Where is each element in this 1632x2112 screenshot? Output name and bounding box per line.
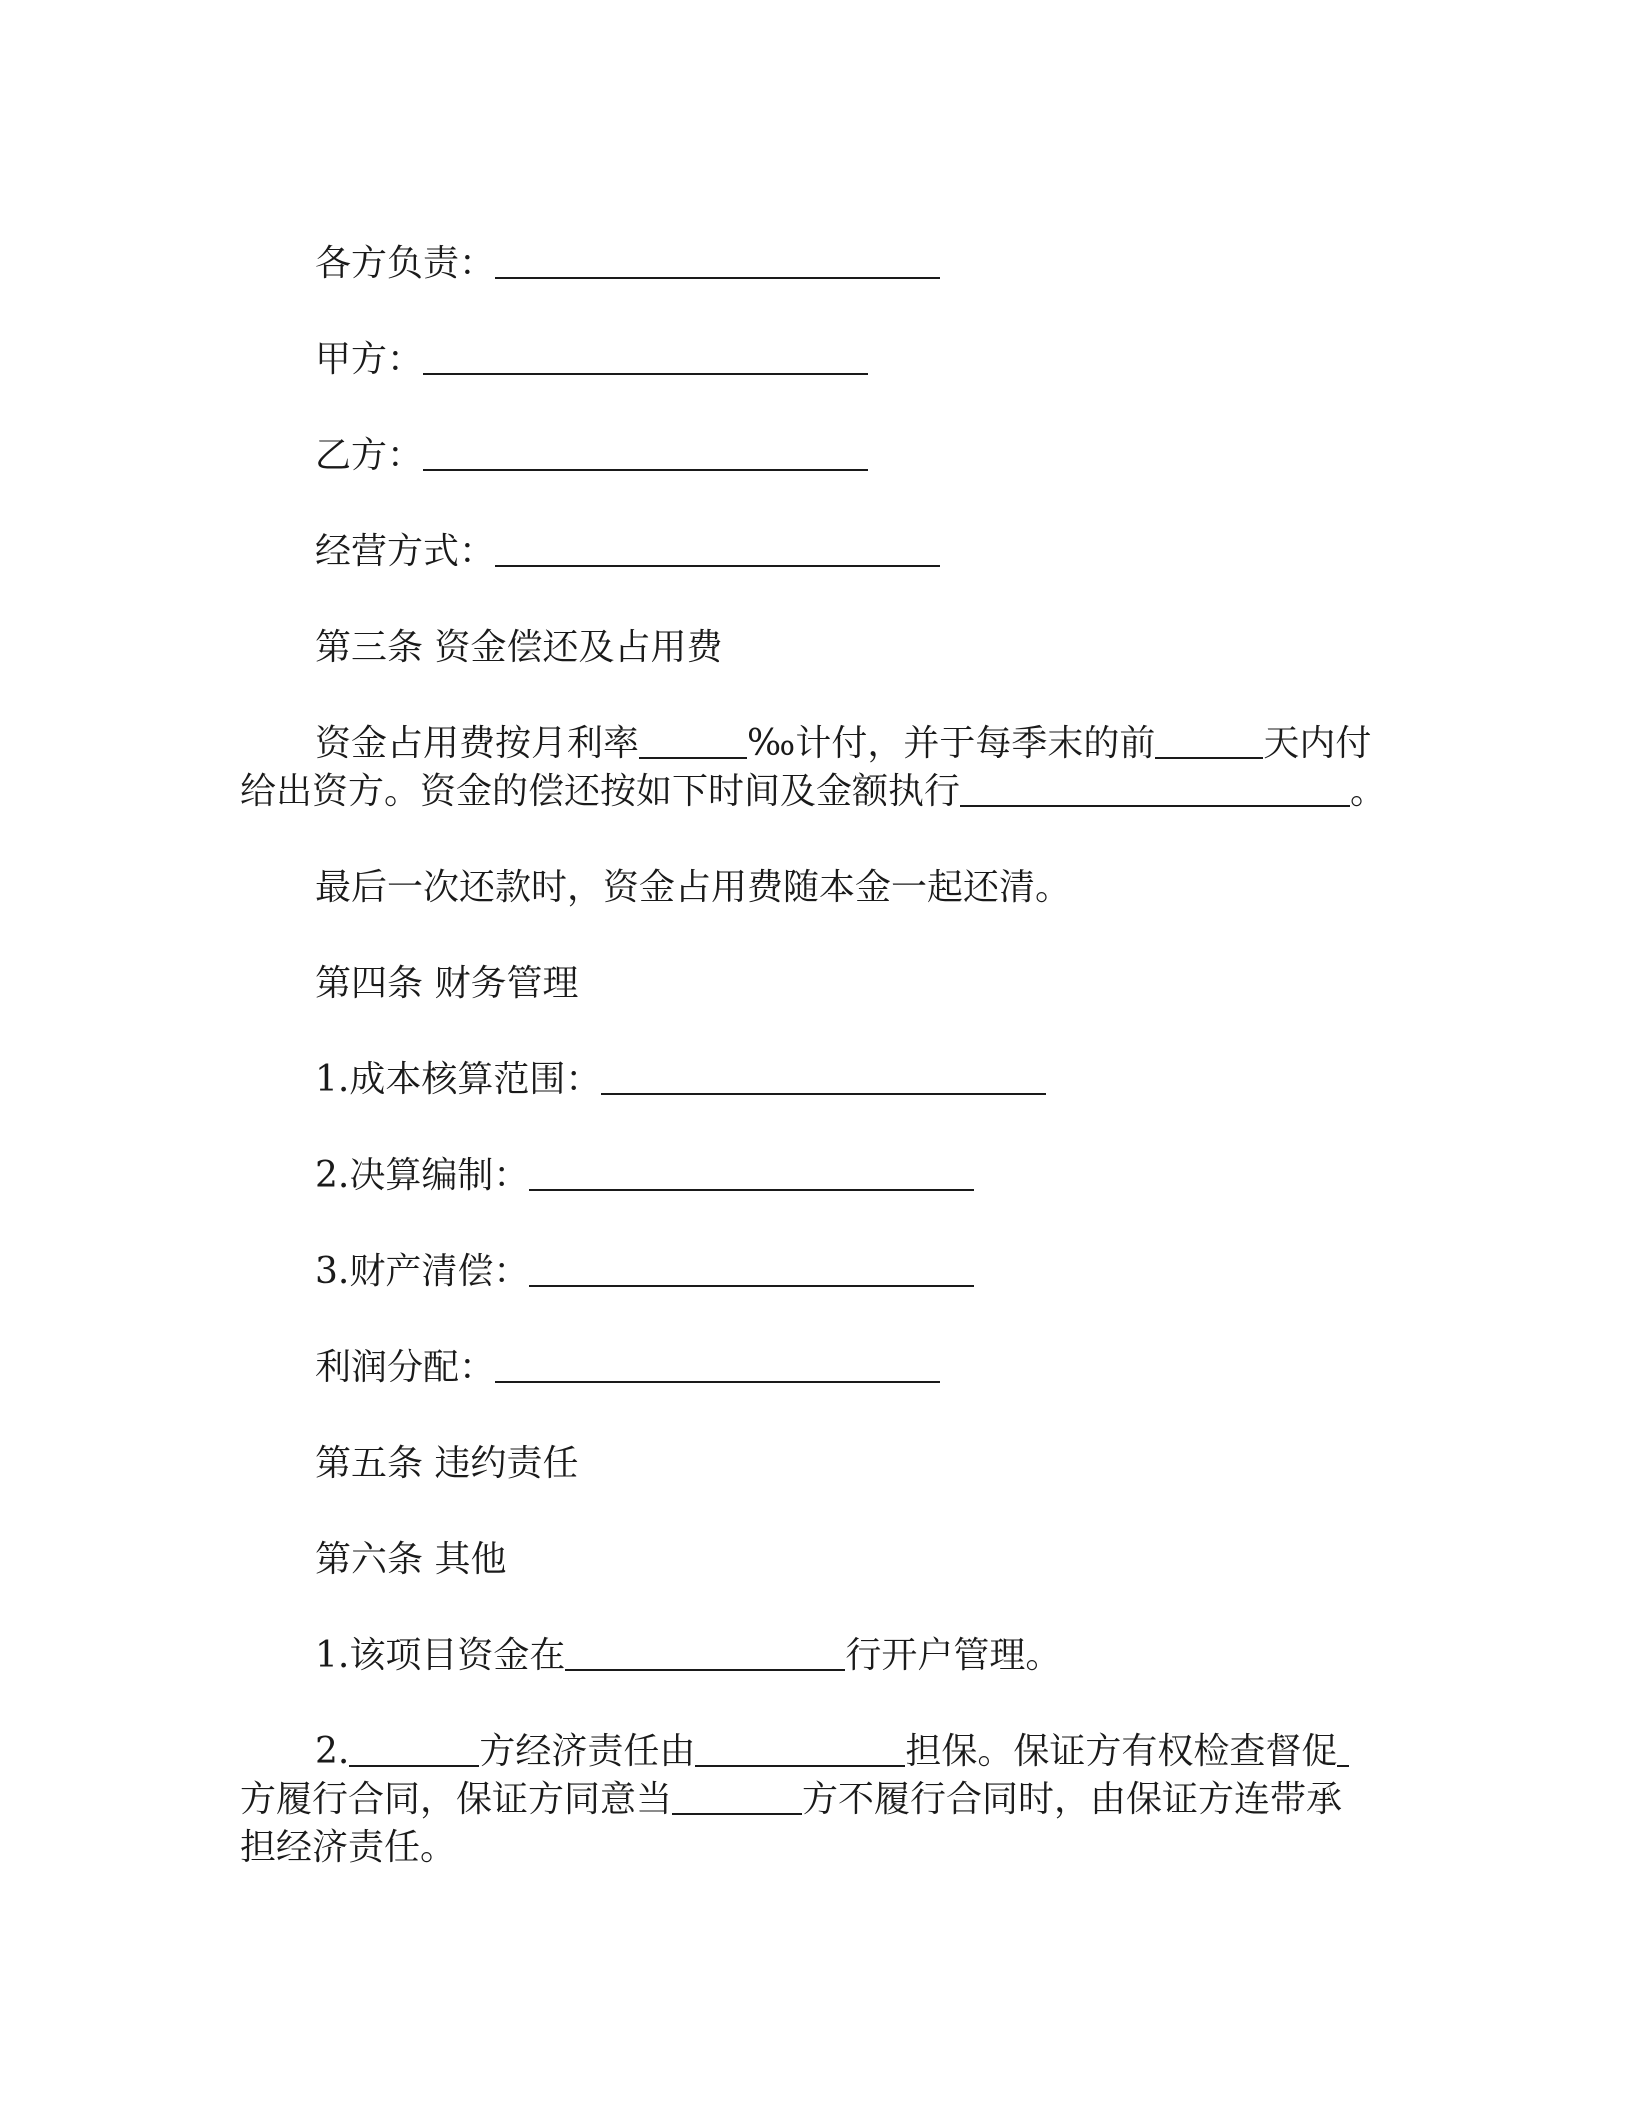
text-segment: ‰计付，并于每季末的前 [747,723,1156,764]
field-label: 3.财产清偿： [315,1251,530,1292]
field-label: 经营方式： [315,531,496,572]
text-segment: 担经济责任。 [240,1827,457,1868]
field-party-b [315,432,868,480]
field-cost-accounting [315,1056,1046,1104]
heading-text: 第四条 财务管理 [315,963,579,1004]
field-responsible-parties [315,240,940,288]
paragraph-line [315,720,1371,768]
field-profit-distribution [315,1344,940,1392]
fill-in-blank [495,529,940,567]
text-segment: 方经济责任由 [479,1731,696,1772]
fill-in-blank [423,433,868,471]
field-label: 乙方： [315,435,424,476]
field-property-settlement [315,1248,974,1296]
fill-in-blank [695,1729,905,1767]
fill-in-blank [1155,721,1263,759]
article-5-heading [315,1440,578,1488]
fill-in-blank [639,721,747,759]
article-6-heading [315,1536,506,1584]
text-segment: 1.该项目资金在 [315,1635,566,1676]
text-segment: 。 [1350,771,1387,812]
heading-text: 第六条 其他 [315,1539,507,1580]
heading-text: 第三条 资金偿还及占用费 [315,627,723,668]
text-segment: 担保。保证方有权检查督促 [905,1731,1338,1772]
text-segment: 给出资方。资金的偿还按如下时间及金额执行 [240,771,961,812]
article-3-heading [315,624,722,672]
text-segment: 最后一次还款时，资金占用费随本金一起还清。 [315,867,1072,908]
fill-in-blank [601,1057,1046,1095]
field-business-mode [315,528,940,576]
text-segment: 天内付 [1263,723,1372,764]
paragraph-line [240,1776,1342,1824]
fill-in-blank [349,1729,479,1767]
fill-in-blank [672,1777,802,1815]
fill-in-blank [529,1249,974,1287]
paragraph-line [315,1728,1349,1776]
field-label: 甲方： [315,339,424,380]
paragraph-line [315,864,1071,912]
field-label: 各方负责： [315,243,496,284]
fill-in-blank [565,1633,845,1671]
text-segment: 方不履行合同时，由保证方连带承 [802,1779,1343,1820]
paragraph-line [240,768,1386,816]
text-segment: 2. [315,1731,350,1772]
fill-in-blank [495,241,940,279]
field-label: 1.成本核算范围： [315,1059,602,1100]
text-segment: 资金占用费按月利率 [315,723,640,764]
article-4-heading [315,960,578,1008]
text-segment: 行开户管理。 [845,1635,1062,1676]
field-label: 利润分配： [315,1347,496,1388]
field-label: 2.决算编制： [315,1155,530,1196]
paragraph-line [315,1632,1061,1680]
fill-in-blank [960,769,1350,807]
fill-in-blank [1337,1729,1349,1767]
fill-in-blank [423,337,868,375]
heading-text: 第五条 违约责任 [315,1443,579,1484]
text-segment: 方履行合同，保证方同意当 [240,1779,673,1820]
fill-in-blank [495,1345,940,1383]
paragraph-line [240,1824,456,1872]
field-final-accounts [315,1152,974,1200]
field-party-a [315,336,868,384]
fill-in-blank [529,1153,974,1191]
